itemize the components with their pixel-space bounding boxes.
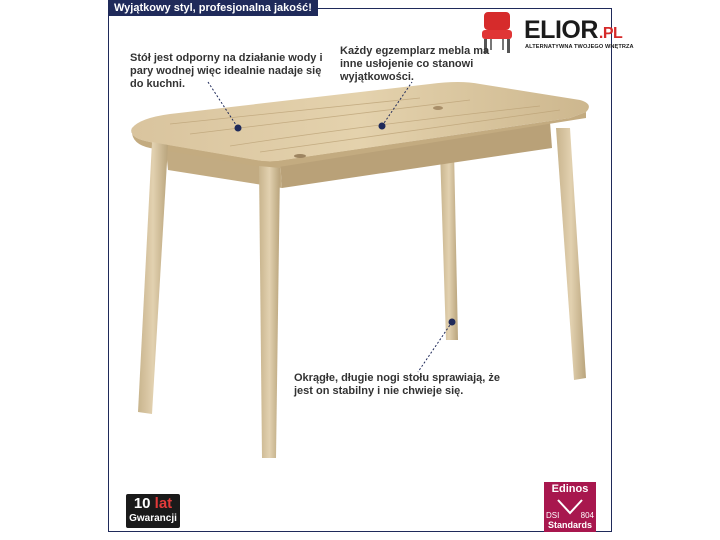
brand-tagline: ALTERNATYWNA TWOJEGO WNĘTRZA	[525, 44, 634, 50]
table-leg-front-left	[138, 142, 168, 414]
callout-dot-water	[235, 125, 242, 132]
annotation-water-resistance: Stół jest odporny na działanie wody i pary wodnej więc idealnie nadaje się do kuchni.	[130, 52, 323, 90]
header-tagline: Wyjątkowy styl, profesjonalna jakość!	[108, 0, 318, 16]
brand-logo[interactable]: ELIOR.PL	[524, 16, 623, 44]
annotation-legs: Okrągłe, długie nogi stołu sprawiają, że jest on stabilny i nie chwieje się.	[294, 372, 500, 397]
annotation-wood-grain: Każdy egzemplarz mebla ma inne usłojenie co stanowi wyjątkowości.	[340, 45, 490, 83]
table-leg-front-right	[259, 166, 280, 458]
warranty-badge: 10 lat Gwarancji	[126, 494, 180, 528]
certification-badge: Edinos DSI 804 Standards	[546, 483, 594, 530]
callout-dot-legs	[449, 319, 456, 326]
table-leg-back-left	[440, 150, 458, 340]
callout-dot-grain	[379, 123, 386, 130]
table-leg-back-right	[556, 128, 586, 380]
